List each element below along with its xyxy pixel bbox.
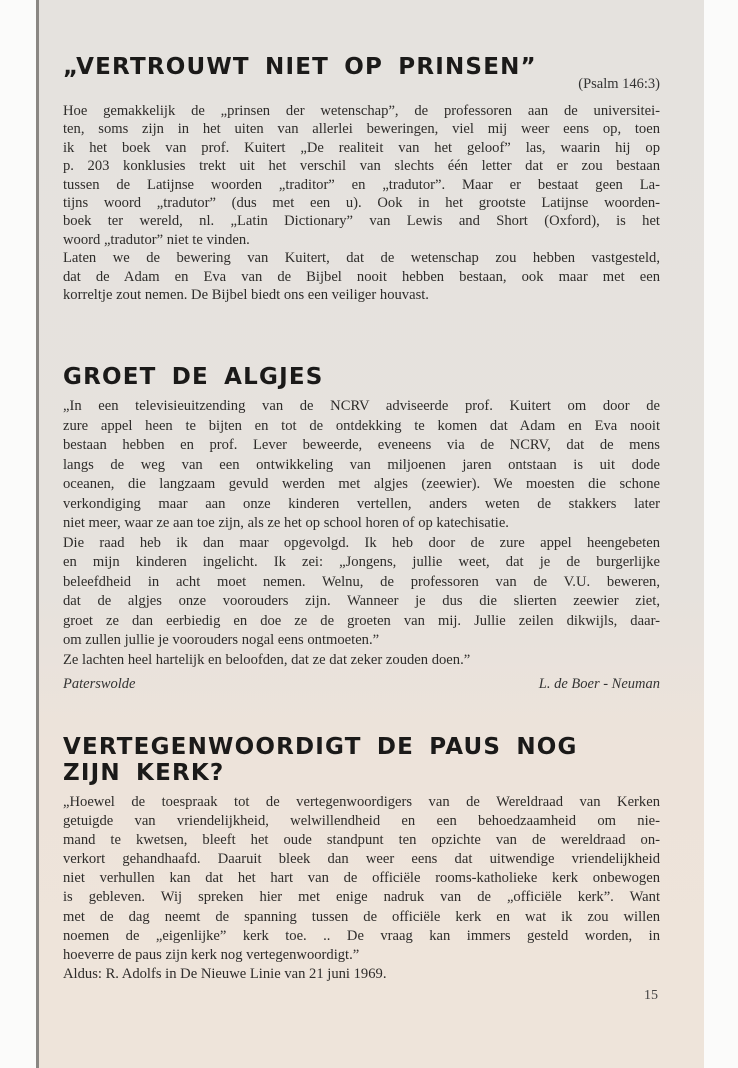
text-line: groet ze dan eerbiedig en doe ze de groeten van mij. Jullie zeilen dikwijls, daar- <box>63 612 660 629</box>
article-3-body <box>63 793 660 984</box>
article-1-title: „VERTROUWT NIET OP PRINSEN” <box>63 54 537 80</box>
text-line: p. 203 konklusies trekt uit het verschil van slechts één letter dat er zou bestaan <box>63 158 660 175</box>
signature-place: Paterswolde <box>63 676 136 692</box>
text-line: Hoe gemakkelijk de „prinsen der wetenschap”, de professoren aan de universitei- <box>63 103 660 119</box>
text-line: niet meer, waar ze aan toe zijn, als ze het op school horen of op katechisatie. <box>63 515 509 531</box>
article-1-body <box>63 102 660 304</box>
text-line: is gebleven. Wij spreken hier met enige nadruk van de „officiële kerk”. Want <box>63 889 660 906</box>
text-line: ten, soms zijn in het uiten van allerlei beweringen, viel mij weer eens op, toen <box>63 121 660 138</box>
signature-author: L. de Boer - Neuman <box>538 676 660 692</box>
text-line: Die raad heb ik dan maar opgevolgd. Ik heb door de zure appel heengebeten <box>63 534 660 551</box>
text-line: niet verhullen kan dat het hart van de officiële rooms-katholieke kerk onbewogen <box>63 870 660 887</box>
text-line: Aldus: R. Adolfs in De Nieuwe Linie van 21 juni 1969. <box>63 965 387 982</box>
text-line: oceanen, die langzaam gevuld werden met algjes (zeewier). We moesten die schone <box>63 476 660 492</box>
text-line: dat de algjes onze voorouders zijn. Wanneer je dus die slierten zeewier ziet, <box>63 593 660 609</box>
text-line: verkort gehandhaafd. Daaruit bleek dan weer eens dat uitwendige vriendelijkheid <box>63 851 660 868</box>
text-line: hoeverre de paus zijn kerk nog vertegenwoordigt.” <box>63 946 360 963</box>
article-2-body <box>63 397 660 670</box>
text-line: zure appel heen te bijten en tot de ontdekking te komen dat Adam en Eva nooit <box>63 417 660 434</box>
text-line: verkondiging maar aan onze kinderen vertellen, anders weten de stakkers later <box>63 495 660 512</box>
text-line: getuigde van vriendelijkheid, welwillendheid en een behoedzaamheid om nie- <box>63 813 660 830</box>
text-line: mand te kwetsen, bleeft het oude standpunt ten opzichte van de wereldraad on- <box>63 832 660 849</box>
text-line: boek ter wereld, nl. „Latin Dictionary” van Lewis and Short (Oxford), is het <box>63 213 660 230</box>
text-line: tussen de Latijnse woorden „traditor” en „tradutor”. Maar er bestaat geen La- <box>63 176 660 193</box>
text-line: tijns woord „tradutor” (dus met een u). Ook in het grootste Latijnse woorden- <box>63 194 660 211</box>
article-3-title-line-2: ZIJN KERK? <box>63 760 225 786</box>
article-2-title: GROET DE ALGJES <box>63 364 324 390</box>
text-line: dat de Adam en Eva van de Bijbel nooit hebben bestaan, ook maar met een <box>63 268 660 285</box>
text-line: Ze lachten heel hartelijk en beloofden, dat ze dat zeker zouden doen.” <box>63 651 471 668</box>
article-3-title-line-1: VERTEGENWOORDIGT DE PAUS NOG <box>63 734 578 760</box>
binding-edge <box>36 0 39 1068</box>
text-line: en mijn kinderen ingelicht. Ik zei: „Jongens, jullie weet, dat je de burgerlijke <box>63 554 660 570</box>
page-number: 15 <box>644 988 658 1003</box>
text-line: „Hoewel de toespraak tot de vertegenwoordigers van de Wereldraad van Kerken <box>63 794 660 810</box>
text-line: met de dag neemt de spanning tussen de officiële kerk en wat ik zou willen <box>63 908 660 925</box>
text-line: ik het boek van prof. Kuitert „De realiteit van het geloof” las, waarin hij op <box>63 139 660 156</box>
text-line: langs de weg van een ontwikkeling van miljoenen jaren ontstaan is uit dode <box>63 456 660 473</box>
scripture-reference: (Psalm 146:3) <box>578 76 660 92</box>
text-line: korreltje zout nemen. De Bijbel biedt ons een veiliger houvast. <box>63 286 429 303</box>
text-line: om zullen jullie je voorouders nogal eens ontmoeten.” <box>63 632 380 648</box>
text-line: Laten we de bewering van Kuitert, dat de wetenschap zou hebben vastgesteld, <box>63 250 660 267</box>
text-line: „In een televisieuitzending van de NCRV adviseerde prof. Kuitert om door de <box>63 398 660 414</box>
text-line: woord „tradutor” niet te vinden. <box>63 231 250 248</box>
text-line: noemen de „eigenlijke” kerk toe. .. De vraag kan immers gesteld worden, in <box>63 927 660 944</box>
text-line: beleefdheid in acht moet nemen. Welnu, de professoren van de V.U. beweren, <box>63 573 660 590</box>
text-line: bestaan hebben en prof. Lever beweerde, eveneens via de NCRV, dat de mens <box>63 437 660 453</box>
